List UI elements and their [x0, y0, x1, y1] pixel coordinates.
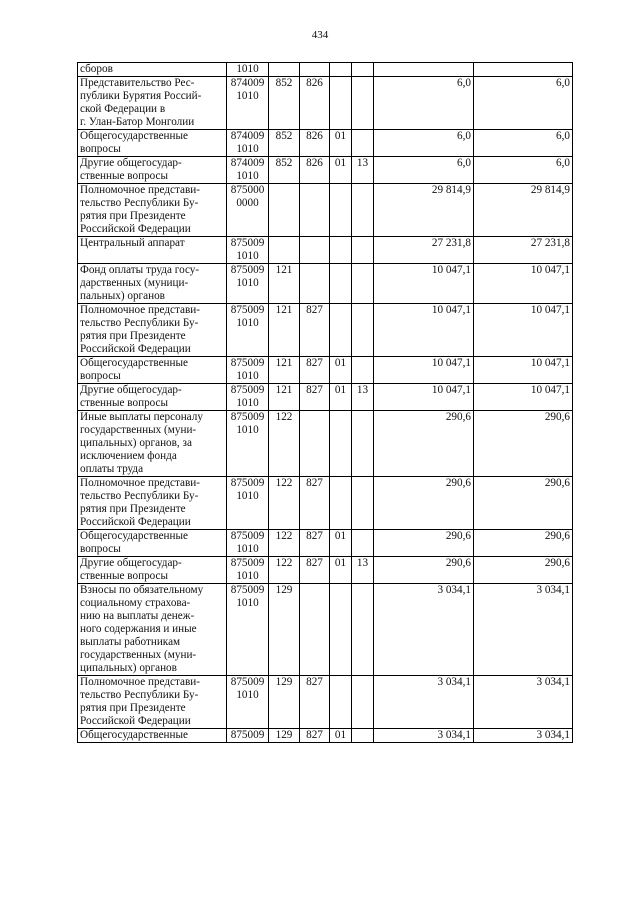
amount-cell: 290,6: [374, 557, 474, 584]
budget-manager-cell: 827: [300, 357, 330, 384]
section-cell: [330, 237, 352, 264]
expense-type-cell: 122: [269, 477, 300, 530]
table-row: [78, 304, 573, 357]
subsection-cell: [352, 237, 374, 264]
row-name-cell: Фонд оплаты труда госу- дарственных (муници- пальных) органов: [78, 264, 227, 304]
subsection-cell: [352, 130, 374, 157]
section-cell: [330, 304, 352, 357]
row-name-cell: Общегосударственные вопросы: [78, 357, 227, 384]
amount-cell: 10 047,1: [474, 304, 573, 357]
row-name-cell: Иные выплаты персоналу государственных (муни- ципальных) органов, за исключением фонда оплаты труда: [78, 411, 227, 477]
target-article-cell: 874009 1010: [227, 77, 269, 130]
table-row: [78, 357, 573, 384]
amount-cell: 290,6: [474, 557, 573, 584]
target-article-cell: 874009 1010: [227, 157, 269, 184]
amount-cell: 3 034,1: [474, 676, 573, 729]
section-cell: 01: [330, 157, 352, 184]
budget-manager-cell: 826: [300, 157, 330, 184]
subsection-cell: [352, 729, 374, 743]
amount-cell: 6,0: [374, 130, 474, 157]
amount-cell: 290,6: [374, 411, 474, 477]
amount-cell: 3 034,1: [474, 729, 573, 743]
expense-type-cell: 122: [269, 530, 300, 557]
expense-type-cell: 121: [269, 384, 300, 411]
target-article-cell: 875009 1010: [227, 357, 269, 384]
target-article-cell: 875009 1010: [227, 676, 269, 729]
section-cell: [330, 63, 352, 77]
amount-cell: 10 047,1: [374, 264, 474, 304]
amount-cell: 6,0: [374, 77, 474, 130]
target-article-cell: 875009: [227, 729, 269, 743]
target-article-cell: 875009 1010: [227, 557, 269, 584]
amount-cell: 29 814,9: [374, 184, 474, 237]
target-article-cell: 875009 1010: [227, 304, 269, 357]
target-article-cell: 875009 1010: [227, 411, 269, 477]
amount-cell: 10 047,1: [474, 384, 573, 411]
section-cell: 01: [330, 357, 352, 384]
target-article-cell: 875000 0000: [227, 184, 269, 237]
expense-type-cell: 121: [269, 264, 300, 304]
amount-cell: 6,0: [374, 157, 474, 184]
expense-type-cell: 129: [269, 729, 300, 743]
section-cell: [330, 77, 352, 130]
expense-type-cell: 122: [269, 411, 300, 477]
table-row: [78, 584, 573, 676]
target-article-cell: 1010: [227, 63, 269, 77]
section-cell: 01: [330, 557, 352, 584]
amount-cell: 10 047,1: [474, 264, 573, 304]
amount-cell: 3 034,1: [474, 584, 573, 676]
subsection-cell: 13: [352, 384, 374, 411]
expense-type-cell: 129: [269, 584, 300, 676]
amount-cell: 290,6: [374, 530, 474, 557]
budget-manager-cell: 827: [300, 557, 330, 584]
subsection-cell: [352, 584, 374, 676]
target-article-cell: 875009 1010: [227, 264, 269, 304]
table-row: [78, 184, 573, 237]
row-name-cell: Центральный аппарат: [78, 237, 227, 264]
budget-manager-cell: [300, 63, 330, 77]
table-row: [78, 384, 573, 411]
budget-manager-cell: 827: [300, 676, 330, 729]
page-number: 434: [311, 29, 329, 41]
row-name-cell: Другие общегосудар- ственные вопросы: [78, 557, 227, 584]
amount-cell: 6,0: [474, 77, 573, 130]
amount-cell: 27 231,8: [374, 237, 474, 264]
subsection-cell: [352, 77, 374, 130]
subsection-cell: 13: [352, 157, 374, 184]
budget-manager-cell: [300, 264, 330, 304]
amount-cell: 6,0: [474, 157, 573, 184]
amount-cell: 10 047,1: [474, 357, 573, 384]
row-name-cell: Взносы по обязательному социальному страхова- нию на выплаты денеж- ного содержания и иные выплаты работникам государственных (муни- ципальных) органов: [78, 584, 227, 676]
table-row: [78, 557, 573, 584]
budget-manager-cell: [300, 411, 330, 477]
amount-cell: 10 047,1: [374, 357, 474, 384]
subsection-cell: [352, 477, 374, 530]
row-name-cell: Общегосударственные: [78, 729, 227, 743]
target-article-cell: 875009 1010: [227, 584, 269, 676]
table-row: [78, 676, 573, 729]
table-row: [78, 63, 573, 77]
section-cell: 01: [330, 384, 352, 411]
budget-table: [77, 62, 573, 743]
amount-cell: 3 034,1: [374, 584, 474, 676]
section-cell: [330, 411, 352, 477]
subsection-cell: [352, 357, 374, 384]
table-row: [78, 237, 573, 264]
subsection-cell: [352, 411, 374, 477]
table-row: [78, 729, 573, 743]
row-name-cell: Общегосударственные вопросы: [78, 530, 227, 557]
amount-cell: 3 034,1: [374, 729, 474, 743]
budget-manager-cell: [300, 237, 330, 264]
section-cell: [330, 264, 352, 304]
budget-manager-cell: 827: [300, 384, 330, 411]
budget-manager-cell: 827: [300, 729, 330, 743]
subsection-cell: 13: [352, 557, 374, 584]
expense-type-cell: 852: [269, 77, 300, 130]
table-row: [78, 477, 573, 530]
budget-manager-cell: 826: [300, 130, 330, 157]
amount-cell: 290,6: [374, 477, 474, 530]
section-cell: 01: [330, 530, 352, 557]
expense-type-cell: 121: [269, 357, 300, 384]
table-row: [78, 130, 573, 157]
table-row: [78, 264, 573, 304]
target-article-cell: 875009 1010: [227, 384, 269, 411]
amount-cell: 27 231,8: [474, 237, 573, 264]
target-article-cell: 875009 1010: [227, 477, 269, 530]
budget-manager-cell: 826: [300, 77, 330, 130]
section-cell: 01: [330, 729, 352, 743]
subsection-cell: [352, 530, 374, 557]
target-article-cell: 874009 1010: [227, 130, 269, 157]
expense-type-cell: 122: [269, 557, 300, 584]
amount-cell: 10 047,1: [374, 384, 474, 411]
table-row: [78, 157, 573, 184]
target-article-cell: 875009 1010: [227, 530, 269, 557]
subsection-cell: [352, 184, 374, 237]
budget-table-body: [78, 63, 573, 743]
amount-cell: 290,6: [474, 477, 573, 530]
section-cell: [330, 584, 352, 676]
amount-cell: 6,0: [474, 130, 573, 157]
subsection-cell: [352, 264, 374, 304]
amount-cell: [474, 63, 573, 77]
table-row: [78, 411, 573, 477]
amount-cell: [374, 63, 474, 77]
row-name-cell: Другие общегосудар- ственные вопросы: [78, 384, 227, 411]
table-row: [78, 530, 573, 557]
row-name-cell: Представительство Рес- публики Бурятия Россий- ской Федерации в г. Улан-Батор Монголии: [78, 77, 227, 130]
target-article-cell: 875009 1010: [227, 237, 269, 264]
budget-manager-cell: [300, 584, 330, 676]
budget-manager-cell: 827: [300, 477, 330, 530]
section-cell: [330, 676, 352, 729]
expense-type-cell: [269, 184, 300, 237]
expense-type-cell: 852: [269, 157, 300, 184]
table-row: [78, 77, 573, 130]
section-cell: [330, 477, 352, 530]
amount-cell: 29 814,9: [474, 184, 573, 237]
row-name-cell: Общегосударственные вопросы: [78, 130, 227, 157]
row-name-cell: Полномочное представи- тельство Республики Бу- рятия при Президенте Российской Федерации: [78, 676, 227, 729]
section-cell: [330, 184, 352, 237]
expense-type-cell: [269, 63, 300, 77]
budget-manager-cell: 827: [300, 530, 330, 557]
amount-cell: 10 047,1: [374, 304, 474, 357]
row-name-cell: Полномочное представи- тельство Республики Бу- рятия при Президенте Российской Федерации: [78, 477, 227, 530]
row-name-cell: сборов: [78, 63, 227, 77]
expense-type-cell: 129: [269, 676, 300, 729]
subsection-cell: [352, 304, 374, 357]
amount-cell: 3 034,1: [374, 676, 474, 729]
row-name-cell: Другие общегосудар- ственные вопросы: [78, 157, 227, 184]
expense-type-cell: 121: [269, 304, 300, 357]
amount-cell: 290,6: [474, 530, 573, 557]
section-cell: 01: [330, 130, 352, 157]
row-name-cell: Полномочное представи- тельство Республики Бу- рятия при Президенте Российской Федерации: [78, 184, 227, 237]
subsection-cell: [352, 63, 374, 77]
budget-manager-cell: [300, 184, 330, 237]
expense-type-cell: [269, 237, 300, 264]
subsection-cell: [352, 676, 374, 729]
row-name-cell: Полномочное представи- тельство Республики Бу- рятия при Президенте Российской Федерации: [78, 304, 227, 357]
budget-manager-cell: 827: [300, 304, 330, 357]
expense-type-cell: 852: [269, 130, 300, 157]
amount-cell: 290,6: [474, 411, 573, 477]
